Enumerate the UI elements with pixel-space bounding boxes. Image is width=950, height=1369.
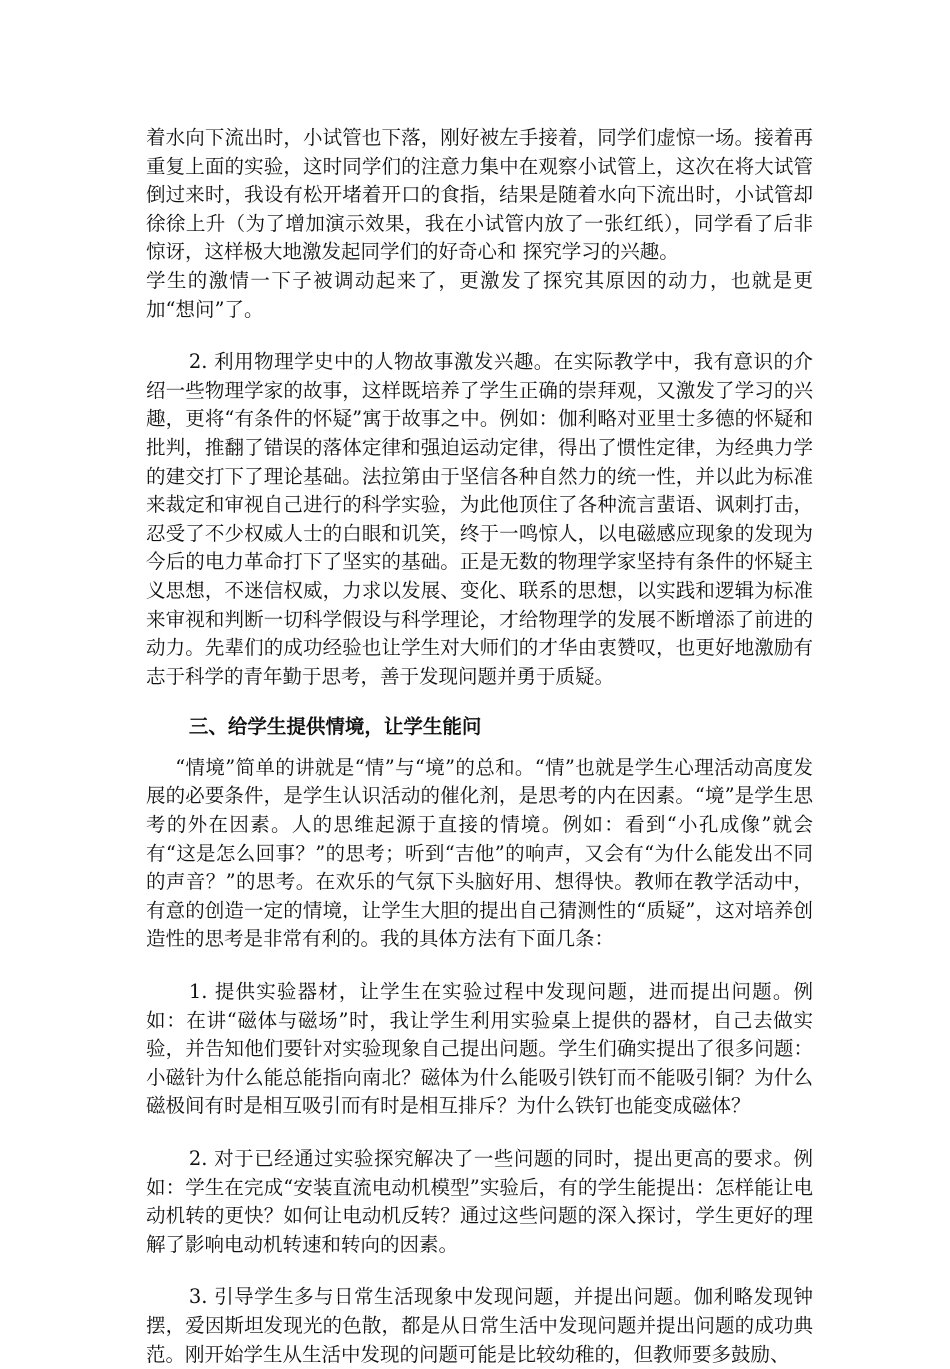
paragraph-continuation: 着水向下流出时，小试管也下落，刚好被左手接着，同学们虚惊一场。接着再重复上面的实验，这时同学们的注意力集中在观察小试管上，这次在将大试管倒过来时，我设有松开堵着开口的食指，结果是随着水向下流出时，小试管却徐徐上升（为了增加演示效果，我在小试管内放了一张红纸），同学看了后非惊讶，这样极大地激发起同学们的好奇心和 探究学习的兴趣。 (146, 126, 813, 264)
paragraph-physics-history: 2. 利用物理学史中的人物故事激发兴趣。在实际教学中，我有意识的介绍一些物理学家的故事，这样既培养了学生正确的崇拜观，又激发了学习的兴趣，更将“有条件的怀疑”寓于故事之中。例如：伽利略对亚里士多德的怀疑和批判，推翻了错误的落体定律和强迫运动定律，得出了惯性定律，为经典力学的建交打下了理论基础。法拉第由于坚信各种自然力的统一性，并以此为标准来裁定和审视自己进行的科学实验，为此他顶住了各种流言蜚语、讽刺打击，忍受了不少权威人士的白眼和讥笑，终于一鸣惊人，以电磁感应现象的发现为今后的电力革命打下了坚实的基础。正是无数的物理学家坚持有条件的怀疑主义思想，不迷信权威，力求以发展、变化、联系的思想，以实践和逻辑为标准来审视和判断一切科学假设与科学理论，才给物理学的发展不断增添了前进的动力。先辈们的成功经验也让学生对大师们的才华由衷赞叹，也更好地激励有志于科学的青年勤于思考，善于发现问题并勇于质疑。 (146, 350, 813, 688)
paragraph-item-1: 1. 提供实验器材，让学生在实验过程中发现问题，进而提出问题。例如：在讲“磁体与磁场”时，我让学生利用实验桌上提供的器材，自己去做实验，并告知他们要针对实验现象自己提出问题。学生们确实提出了很多问题：小磁针为什么能总能指向南北？磁体为什么能吸引铁钉而不能吸引铜？为什么磁极间有时是相互吸引而有时是相互排斥？为什么铁钉也能变成磁体？ (146, 980, 813, 1118)
document-page (146, 124, 813, 1369)
paragraph-item-2: 2. 对于已经通过实验探究解决了一些问题的同时，提出更高的要求。例如：学生在完成“安装直流电动机模型”实验后，有的学生能提出：怎样能让电动机转的更快？如何让电动机反转？通过这些问题的深入探讨，学生更好的理解了影响电动机转速和转向的因素。 (146, 1147, 813, 1256)
section-heading-3: 三、给学生提供情境，让学生能问 (188, 715, 482, 739)
paragraph-item-3: 3. 引导学生多与日常生活现象中发现问题，并提出问题。伽利略发现钟摆，爱因斯坦发现光的色散，都是从日常生活中发现问题并提出问题的成功典范。刚开始学生从生活中发现的问题可能是比较幼稚的，但教师要多鼓励、 (146, 1285, 813, 1366)
paragraph-student-passion: 学生的激情一下子被调动起来了，更激发了探究其原因的动力，也就是更加“想问”了。 (146, 268, 813, 321)
paragraph-situation: “情境”简单的讲就是“情”与“境”的总和。“情”也就是学生心理活动高度发展的必要条件，是学生认识活动的催化剂，是思考的内在因素。“境”是学生思考的外在因素。人的思维起源于直接的情境。例如：看到“小孔成像”就会有“这是怎么回事？”的思考；听到“吉他”的响声，又会有“为什么能发出不同的声音？”的思考。在欢乐的气氛下头脑好用、想得快。教师在教学活动中，有意的创造一定的情境，让学生大胆的提出自己猜测性的“质疑”，这对培养创造性的思考是非常有利的。我的具体方法有下面几条： (146, 755, 813, 951)
